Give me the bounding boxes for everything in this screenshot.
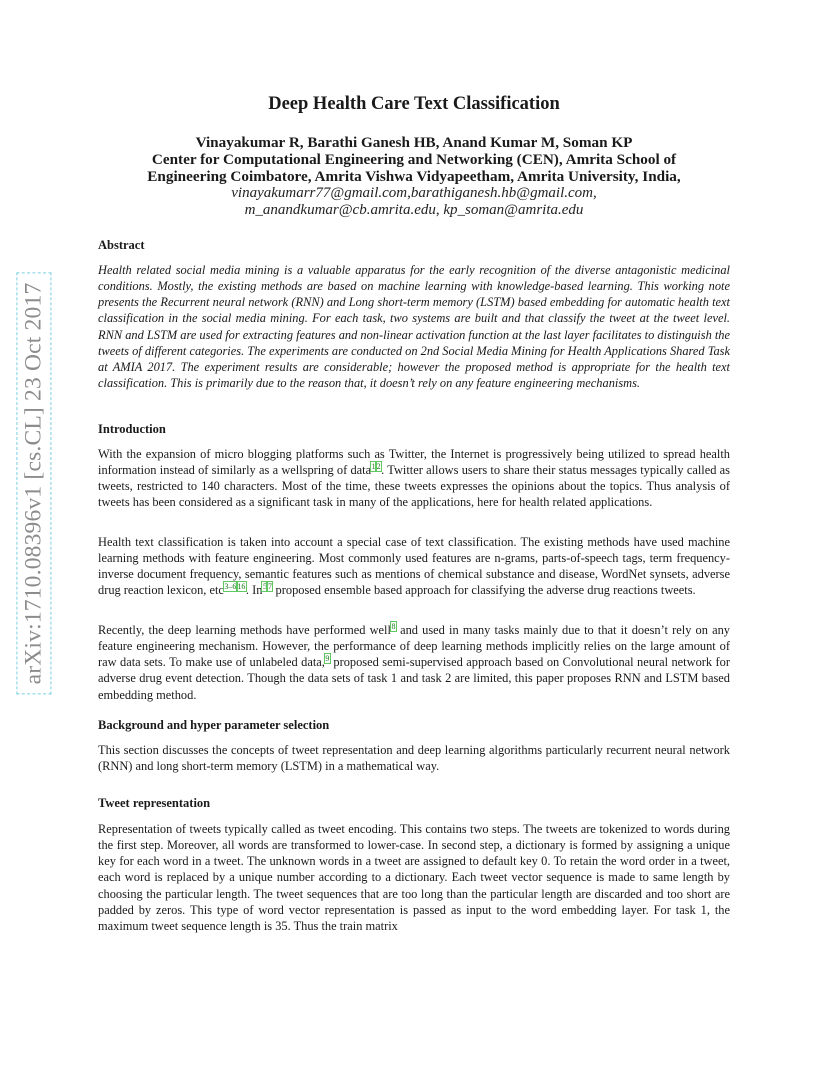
intro-p3-text-a: Recently, the deep learning methods have performed well [98, 623, 391, 637]
citation-link[interactable]: 2 [376, 462, 381, 472]
author-block [98, 134, 730, 219]
background-text: This section discusses the concepts of tweet representation and deep learning algorithms particularly recurrent neural network (RNN) and long short-term memory (LSTM) in a mathematical way. [98, 743, 730, 774]
email-line-2 [98, 202, 730, 219]
citation-link[interactable]: 16 [237, 582, 246, 592]
email-anand[interactable]: m_anandkumar@cb.amrita.edu [244, 202, 436, 218]
arxiv-side-stamp [18, 258, 50, 708]
citation-link[interactable]: 8 [391, 621, 396, 631]
arxiv-identifier[interactable]: arXiv:1710.08396v1 [cs.CL] 23 Oct 2017 [21, 276, 48, 690]
email-separator: , [407, 185, 411, 201]
email-soman[interactable]: kp_soman@amrita.edu [443, 202, 584, 218]
intro-p3-text-b: and used in many tasks mainly due to that it doesn’t rely on any feature engineering mechanism. However, the performance of deep learning methods implicitly relies on the large amount of raw data sets. To make use of unlabeled data, [98, 623, 731, 670]
email-line-1 [98, 185, 730, 202]
paper-title: Deep Health Care Text Classification [268, 94, 560, 114]
tweet-representation-text: Representation of tweets typically called as tweet encoding. This contains two steps. The tweets are tokenized to words during the first step. Moreover, all words are transformed to lower-case. In second step, a dictionary is formed by assigning a unique key for each word in a tweet. The unknown words in a tweet are assigned to default key 0. To retain the word order in a tweet, each word is replaced by a unique number according to a dictionary. Each tweet vector sequence is made to same length by choosing the particular length. The tweet sequences that are too long than the particular length are discarded and too short are padded by zeros. This type of word vector representation is passed as input to the word embedding layer. For task 1, the maximum tweet sequence length is 35. Thus the train matrix [98, 822, 730, 933]
intro-p2-text-b: . In [245, 583, 263, 598]
email-barathi[interactable]: barathiganesh.hb@gmail.com [410, 185, 593, 201]
affiliation-line-2: Engineering Coimbatore, Amrita Vishwa Vidyapeetham, Amrita University, India, [147, 168, 681, 185]
introduction-heading: Introduction [98, 422, 166, 436]
email-vinayakumar[interactable]: vinayakumarr77@gmail.com [231, 185, 408, 201]
abstract-heading: Abstract [98, 238, 145, 252]
intro-p2-text-a: Health text classification is taken into account a special case of text classification. The existing methods have used machine learning methods with feature engineering. Most commonly used features are n-grams, parts-of-speech tags, term frequency-inverse document frequency, semantic features such as mentions of chemical substance and disease, WordNet synsets, adverse drug reaction lexicon, etc [98, 535, 730, 598]
affiliation-line-1: Center for Computational Engineering and Networking (CEN), Amrita School of [151, 151, 677, 168]
citation-link[interactable]: 1 [371, 462, 376, 472]
citation-link[interactable]: 5 [262, 582, 267, 592]
intro-p2-text-c: proposed ensemble based approach for classifying the adverse drug reactions tweets. [272, 583, 696, 598]
email-separator: , [592, 185, 597, 201]
intro-p1-text-b: . Twitter allows users to share their status messages typically called as tweets, restricted to 140 characters. Most of the time, these tweets expresses the opinions about the topics. Thus analysis of tweets has been considered as a significant task in many of the applications, here for health related applications. [98, 463, 730, 510]
tweet-representation-heading: Tweet representation [98, 796, 211, 810]
background-heading: Background and hyper parameter selection [98, 718, 330, 732]
abstract-text: Health related social media mining is a valuable apparatus for the early recognition of the diverse antagonistic medicinal conditions. Mostly, the existing methods are based on machine learning with knowledge-based learning. This working note presents the Recurrent neural network (RNN) and Long short-term memory (LSTM) based embedding for automatic health text classification in the social media mining. For each task, two systems are built and that classify the tweet at the tweet level. RNN and LSTM are used for extracting features and non-linear activation function at the last layer facilitates to distinguish the tweets of different categories. The experiments are conducted on 2nd Social Media Mining for Health Applications Shared Task at AMIA 2017. The experiment results are considerable; however the proposed method is appropriate for the health text classification. This is primarily due to the reason that, it doesn’t rely on any feature engineering mechanisms. [98, 263, 730, 391]
email-separator: , [435, 202, 444, 218]
intro-paragraph-2 [98, 534, 730, 599]
intro-p3-text-c: proposed semi-supervised approach based on Convolutional neural network for adverse drug event detection. Though the data sets of task 1 and task 2 are limited, this paper proposes RNN and LSTM based embedding method. [98, 655, 730, 702]
author-names: Vinayakumar R, Barathi Ganesh HB, Anand Kumar M, Soman KP [195, 134, 633, 151]
citation-link[interactable]: 9 [325, 654, 330, 664]
intro-paragraph-3 [98, 622, 730, 703]
intro-paragraph-1 [98, 446, 730, 511]
citation-link[interactable]: 3–6 [224, 582, 237, 592]
citation-link[interactable]: 7 [267, 582, 272, 592]
intro-p1-text-a: With the expansion of micro blogging platforms such as Twitter, the Internet is progressively being utilized to spread health information instead of similarly as a wellspring of data [98, 447, 730, 478]
